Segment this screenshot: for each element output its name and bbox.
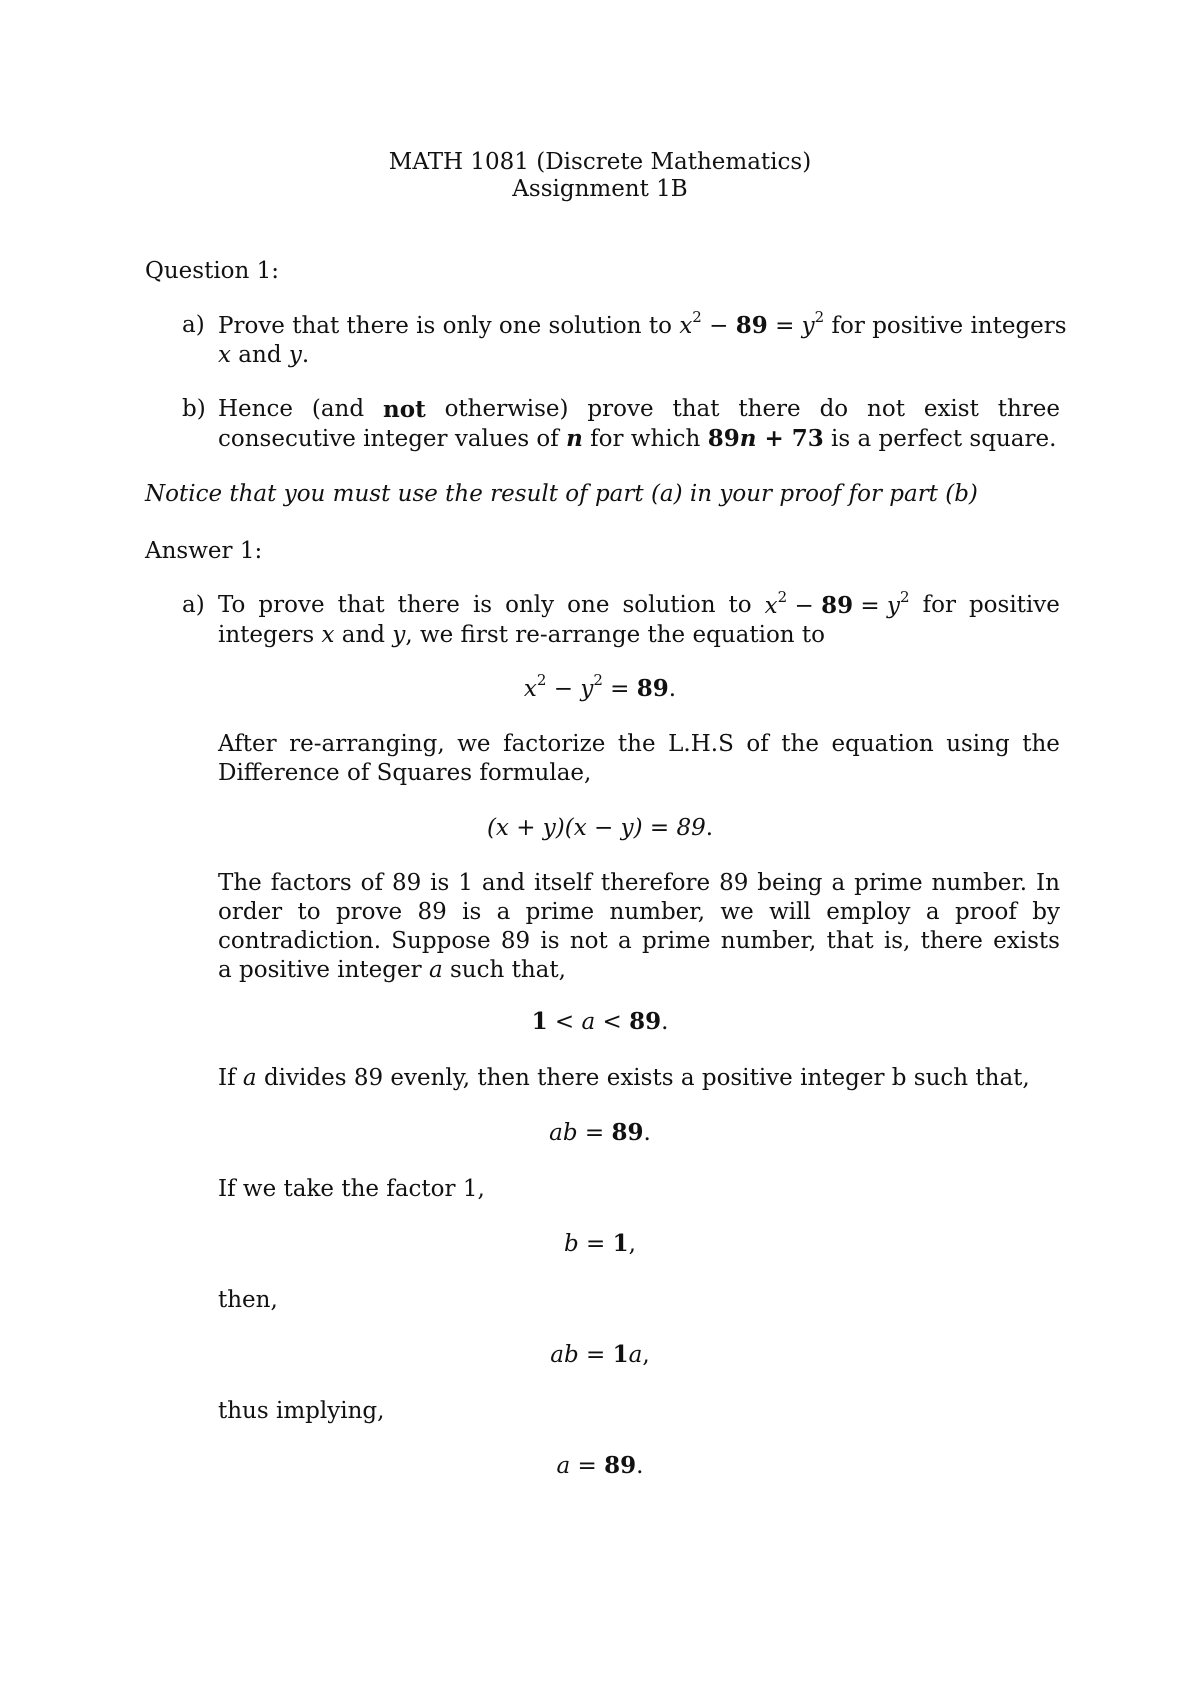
p3-word: we bbox=[720, 899, 754, 925]
question-a-text bbox=[218, 308, 1067, 370]
p3-word: Suppose bbox=[391, 928, 491, 954]
question-heading: Question 1: bbox=[145, 258, 280, 284]
equation-6 bbox=[0, 1340, 1200, 1370]
equation-4 bbox=[0, 1118, 1200, 1148]
p3-word: The bbox=[218, 870, 262, 896]
assignment-title: Assignment 1B bbox=[512, 176, 688, 202]
eq1-period: . bbox=[668, 676, 677, 702]
q-a-eq-minus: − bbox=[701, 313, 736, 339]
p2-word: the bbox=[617, 731, 656, 757]
q-b-word: otherwise) bbox=[444, 396, 569, 422]
eq6-1: 1 bbox=[612, 1341, 629, 1368]
q-b-word-not-bold: not bbox=[383, 396, 426, 423]
p3-word: proof bbox=[954, 899, 1017, 925]
answer-paragraph-6: then, bbox=[218, 1287, 278, 1313]
equation-3 bbox=[0, 1007, 1200, 1037]
answer-heading: Answer 1: bbox=[145, 538, 263, 564]
answer-paragraph-5: If we take the factor 1, bbox=[218, 1176, 485, 1202]
eq5-1: 1 bbox=[612, 1230, 629, 1257]
p3-word: there bbox=[920, 928, 983, 954]
q-b-word: not bbox=[867, 396, 905, 422]
p3-line4-b: such that, bbox=[442, 957, 566, 983]
q-a-eq-x: x bbox=[679, 313, 693, 339]
q-b-word: there bbox=[738, 396, 801, 422]
answer-paragraph-3 bbox=[218, 869, 1060, 985]
eq4-period: . bbox=[643, 1120, 651, 1146]
p2-line2: Difference of Squares formulae, bbox=[218, 760, 592, 786]
eq1-minus: − bbox=[546, 676, 581, 702]
p3-line4-a: a positive integer bbox=[218, 957, 429, 983]
p3-word: is bbox=[462, 899, 482, 925]
ans-l1-word: to bbox=[728, 592, 752, 618]
p3-word: prime bbox=[854, 870, 923, 896]
p3-word: that bbox=[826, 928, 874, 954]
q-a-line2-period: . bbox=[301, 342, 310, 368]
p3-word: will bbox=[769, 899, 811, 925]
eq3-lt1: < bbox=[547, 1009, 582, 1035]
ans-l1-equation bbox=[764, 588, 910, 621]
p3-word: 89 bbox=[417, 899, 447, 925]
eq6-a: a bbox=[628, 1342, 643, 1368]
p3-word: and bbox=[481, 870, 526, 896]
ans-l2-x: x bbox=[321, 622, 335, 648]
q-a-line2-y: y bbox=[288, 342, 302, 368]
ans-l2-y: y bbox=[392, 622, 406, 648]
q-b-word: (and bbox=[311, 396, 365, 422]
q-a-eq-y: y bbox=[801, 313, 815, 339]
equation-1 bbox=[0, 671, 1200, 704]
q-b-word: do bbox=[819, 396, 849, 422]
eq7-89: 89 bbox=[604, 1452, 637, 1479]
p3-word: a bbox=[925, 899, 940, 925]
ans-l1-word: To bbox=[218, 592, 246, 618]
p3-word: is bbox=[430, 870, 450, 896]
eq5-eq: = bbox=[578, 1231, 613, 1257]
p3-word: number, bbox=[720, 928, 817, 954]
ans-l1-word: positive bbox=[968, 592, 1060, 618]
eq1-eq: = bbox=[602, 676, 637, 702]
ans-l1-word: prove bbox=[258, 592, 325, 618]
ans-l1-word: one bbox=[567, 592, 610, 618]
p3-word: In bbox=[1036, 870, 1060, 896]
p3-word: is, bbox=[883, 928, 911, 954]
q-b-word: that bbox=[672, 396, 720, 422]
p3-word: to bbox=[297, 899, 321, 925]
equation-7 bbox=[0, 1451, 1200, 1481]
ans-l1-eq-eq: = bbox=[853, 593, 888, 619]
q-a-text-2: for positive integers bbox=[824, 313, 1067, 339]
p3-word: number, bbox=[609, 899, 706, 925]
eq4-ab: ab bbox=[549, 1120, 578, 1146]
eq1-y: y bbox=[580, 676, 594, 702]
ans-l1-word: is bbox=[472, 592, 493, 618]
eq1-sup1: 2 bbox=[536, 671, 547, 690]
ans-l1-eq-sup: 2 bbox=[777, 588, 788, 607]
p3-word: employ bbox=[826, 899, 911, 925]
answer-paragraph-7: thus implying, bbox=[218, 1398, 385, 1424]
eq3-89: 89 bbox=[629, 1008, 662, 1035]
p2-word: L.H.S bbox=[668, 731, 734, 757]
p4-var: a bbox=[242, 1065, 257, 1091]
p3-word: a bbox=[831, 870, 846, 896]
p3-word: number. bbox=[931, 870, 1028, 896]
q-a-eq-equals: = bbox=[767, 313, 802, 339]
eq4-89: 89 bbox=[611, 1119, 644, 1146]
q-a-text-1: Prove that there is only one solution to bbox=[218, 313, 672, 339]
p3-word: not bbox=[569, 928, 608, 954]
eq1-x: x bbox=[523, 676, 537, 702]
p3-word: being bbox=[757, 870, 823, 896]
p3-word: 89 bbox=[719, 870, 749, 896]
p3-line4-var: a bbox=[428, 957, 443, 983]
equation-2 bbox=[0, 813, 1200, 843]
equation-5 bbox=[0, 1229, 1200, 1259]
p2-word: After bbox=[218, 731, 277, 757]
p2-word: factorize bbox=[503, 731, 606, 757]
answer-a-label: a) bbox=[182, 592, 205, 618]
q-b-word: prove bbox=[587, 396, 654, 422]
eq7-a: a bbox=[556, 1453, 571, 1479]
ans-l2-b: , we first re-arrange the equation to bbox=[405, 622, 825, 648]
ans-l1-word: for bbox=[922, 592, 956, 618]
notice-text: Notice that you must use the result of part (a) in your proof for part (b) bbox=[145, 481, 978, 507]
p3-word: order bbox=[218, 899, 283, 925]
eq1-sup2: 2 bbox=[593, 671, 603, 690]
q-b-word: Hence bbox=[218, 396, 293, 422]
p2-word: of bbox=[746, 731, 769, 757]
q-b-expr-rest: + 73 bbox=[756, 425, 824, 452]
q-b-line2-c: is a perfect square. bbox=[823, 426, 1057, 452]
eq5-b: b bbox=[564, 1231, 579, 1257]
eq3-a: a bbox=[581, 1009, 596, 1035]
q-a-eq-sup-x: 2 bbox=[692, 308, 702, 327]
p3-word: 89 bbox=[391, 870, 422, 896]
eq3-period: . bbox=[661, 1009, 669, 1035]
q-a-eq-sup-y: 2 bbox=[814, 308, 825, 327]
eq1-89: 89 bbox=[636, 675, 669, 702]
q-b-expr-89: 89 bbox=[707, 425, 740, 452]
q-b-line2-a: consecutive integer values of bbox=[218, 426, 567, 452]
ans-l2-and: and bbox=[334, 622, 393, 648]
eq4-eq: = bbox=[577, 1120, 612, 1146]
p3-word: itself bbox=[534, 870, 592, 896]
eq7-period: . bbox=[636, 1453, 644, 1479]
ans-l1-word: that bbox=[337, 592, 385, 618]
eq3-lt2: < bbox=[595, 1009, 630, 1035]
p3-word: prime bbox=[525, 899, 595, 925]
q-a-eq-89: 89 bbox=[735, 312, 768, 339]
p4-a: If bbox=[218, 1065, 243, 1091]
eq6-comma: , bbox=[642, 1342, 650, 1368]
p3-word: exists bbox=[993, 928, 1060, 954]
q-a-line2-x: x bbox=[218, 342, 231, 368]
q-b-word: exist bbox=[923, 396, 979, 422]
eq6-eq: = bbox=[578, 1342, 613, 1368]
p3-word: by bbox=[1032, 899, 1060, 925]
question-b-text bbox=[218, 395, 1060, 454]
p3-word: factors bbox=[270, 870, 352, 896]
answer-paragraph-4 bbox=[218, 1063, 1030, 1093]
question-b-label: b) bbox=[182, 396, 206, 422]
ans-l1-eq-y: y bbox=[887, 593, 901, 619]
q-a-line2-and: and bbox=[230, 342, 289, 368]
p2-word: re-arranging, bbox=[289, 731, 445, 757]
eq5-comma: , bbox=[628, 1231, 636, 1257]
answer-a-intro bbox=[218, 588, 1060, 650]
p2-word: the bbox=[1022, 731, 1060, 757]
p3-word: 89 bbox=[500, 928, 531, 954]
course-title: MATH 1081 (Discrete Mathematics) bbox=[388, 149, 812, 175]
ans-l1-eq-sup-y: 2 bbox=[900, 588, 910, 607]
p3-word: therefore bbox=[600, 870, 711, 896]
eq6-ab: ab bbox=[550, 1342, 579, 1368]
p3-word: 1 bbox=[458, 870, 473, 896]
q-b-word: three bbox=[997, 396, 1060, 422]
p3-word: a bbox=[618, 928, 632, 954]
p3-word: prove bbox=[335, 899, 403, 925]
ans-l1-eq-89: 89 bbox=[821, 592, 854, 619]
eq7-eq: = bbox=[570, 1453, 605, 1479]
ans-l1-eq-mid: − bbox=[787, 593, 822, 619]
q-b-line2-n: n bbox=[566, 425, 583, 452]
ans-l1-word: only bbox=[505, 592, 555, 618]
answer-paragraph-2 bbox=[218, 730, 1060, 788]
p3-word: a bbox=[496, 899, 511, 925]
ans-l1-word: there bbox=[397, 592, 460, 618]
p3-word: of bbox=[360, 870, 384, 896]
q-b-expr-n: n bbox=[739, 425, 757, 452]
eq2-period: . bbox=[705, 815, 714, 841]
p3-word: is bbox=[540, 928, 560, 954]
p3-word: contradiction. bbox=[218, 928, 382, 954]
p4-b: divides 89 evenly, then there exists a positive integer b such that, bbox=[256, 1065, 1030, 1091]
p2-word: equation bbox=[831, 731, 934, 757]
ans-l1-eq-x: x bbox=[764, 593, 778, 619]
p2-word: we bbox=[457, 731, 491, 757]
ans-l2-a: integers bbox=[218, 622, 322, 648]
question-a-label: a) bbox=[182, 312, 205, 338]
q-b-line2-b: for which bbox=[582, 426, 708, 452]
p2-word: using bbox=[946, 731, 1010, 757]
eq3-1: 1 bbox=[531, 1008, 548, 1035]
p3-word: prime bbox=[641, 928, 711, 954]
ans-l1-word: solution bbox=[622, 592, 716, 618]
eq2-text: (x + y)(x − y) = 89 bbox=[486, 815, 706, 841]
p2-word: the bbox=[781, 731, 819, 757]
